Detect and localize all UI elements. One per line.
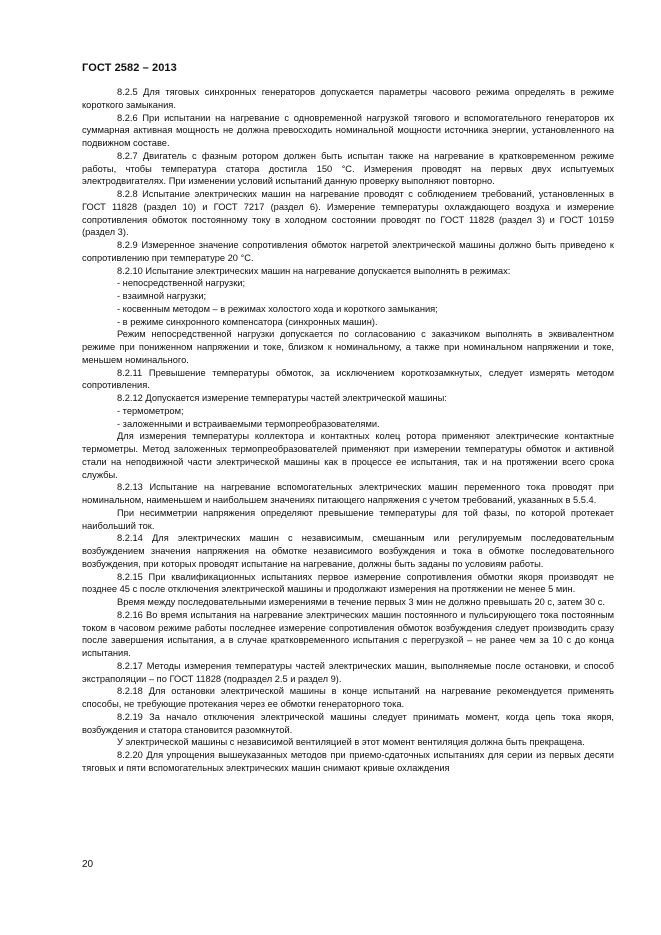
paragraph: 8.2.12 Допускается измерение температуры частей электрической машины: bbox=[117, 393, 447, 403]
list-item: - непосредственной нагрузки; bbox=[117, 278, 246, 289]
paragraph: 8.2.6 При испытании на нагревание с одновременной нагрузкой тягового и вспомогательного генераторов их суммарная активная мощность не должна превосходить номинальной мощности источника энергии, установленного на подвижном составе. bbox=[82, 112, 614, 148]
paragraph: 8.2.7 Двигатель с фазным ротором должен быть испытан также на нагревание в кратковременном режиме работы, чтобы температура статора достигла 150 °С. Измерения проводят на первых двух испытуемых электродвигателях. При изменении условий испытаний данную проверку выполняют повторно. bbox=[82, 150, 614, 187]
paragraph: 8.2.9 Измеренное значение сопротивления обмоток нагретой электрической машины должно быть приведено к сопротивлению при температуре 20 °С. bbox=[82, 240, 614, 263]
paragraph: 8.2.8 Испытание электрических машин на нагревание проводят с соблюдением требований, установленных в ГОСТ 11828 (раздел 10) и ГОСТ 7217 (раздел 6). Измерение температуры охлаждающего воздуха и измерение сопротивления обмоток постоянному току в холодном состоянии проводят по ГОСТ 11828 (раздел 3) и ГОСТ 10159 (раздел 3). bbox=[82, 189, 614, 238]
paragraph: При несимметрии напряжения определяют превышение температуры для той фазы, по которой протекает наибольший ток. bbox=[82, 507, 614, 531]
paragraph: 8.2.11 Превышение температуры обмоток, за исключением короткозамкнутых, следует измерять методом сопротивления. bbox=[82, 367, 614, 391]
list-item: - косвенным методом – в режимах холостого хода и короткого замыкания; bbox=[117, 303, 438, 314]
page-number: 20 bbox=[82, 859, 94, 870]
paragraph: 8.2.5 Для тяговых синхронных генераторов допускается параметры часового режима определять в режиме короткого замыкания. bbox=[82, 87, 614, 110]
paragraph: Режим непосредственной нагрузки допускается по согласованию с заказчиком выполнять в эквивалентном режиме при пониженном напряжении и токе, близком к номинальному, а также при номинальном напряжении и токе, меньшем номинального. bbox=[82, 329, 614, 365]
paragraph: 8.2.10 Испытание электрических машин на нагревание допускается выполнять в режимах: bbox=[117, 265, 511, 276]
paragraph: Время между последовательными измерениями в течение первых 3 мин не должно превышать 20 с, затем 30 с. bbox=[117, 597, 605, 607]
list-item: - заложенными и встраиваемыми термопреобразователями. bbox=[117, 418, 380, 429]
paragraph: 8.2.14 Для электрических машин с независимым, смешанным или регулируемым последовательным возбуждением значения напряжения на обмотке независимого возбуждения и тока в обмотке последовательного возбуждения, при которых проводят испытание на нагревание, должны быть заданы по условиям работы. bbox=[82, 533, 614, 569]
paragraph: 8.2.16 Во время испытания на нагревание электрических машин постоянного и пульсирующего тока постоянным током в часовом режиме работы последнее измерение сопротивления обмоток возбуждения следует производить сразу после завершения испытания, а в случае кратковременного испытания с перегрузкой – не ранее чем за 10 с до конца испытания. bbox=[82, 609, 614, 658]
document-body bbox=[82, 86, 614, 775]
list-item: - в режиме синхронного компенсатора (синхронных машин). bbox=[117, 316, 378, 327]
paragraph: Для измерения температуры коллектора и контактных колец ротора применяют электрические контактные термометры. Метод заложенных термопреобразователей применяют при измерении температуры обмоток и активной стали на неподвижной части электрической машины как в процессе ее испытания, так и на протяжении всего срока службы. bbox=[82, 431, 614, 480]
paragraph: 8.2.20 Для упрощения вышеуказанных методов при приемо-сдаточных испытаниях для серии из первых десяти тяговых и пяти вспомогательных электрических машин снимают кривые охлаждения bbox=[82, 750, 614, 773]
paragraph: 8.2.15 При квалификационных испытаниях первое измерение сопротивления обмотки якоря производят не позднее 45 с после отключения электрической машины и продолжают измерения на протяжении не менее 5 мин. bbox=[82, 571, 614, 595]
paragraph: 8.2.19 За начало отключения электрической машины следует принимать момент, когда цепь тока якоря, возбуждения и статора становится разомкнутой. bbox=[82, 711, 614, 735]
paragraph: 8.2.18 Для остановки электрической машины в конце испытаний на нагревание рекомендуется применять способы, не требующие протекания через ее обмотки генераторного тока. bbox=[82, 686, 614, 709]
paragraph: 8.2.13 Испытание на нагревание вспомогательных электрических машин переменного тока проводят при номинальном, наименьшем и наибольшем значениях питающего напряжения с учетом требований, указанных в 5.5.4. bbox=[82, 482, 614, 505]
paragraph: У электрической машины с независимой вентиляцией в этот момент вентиляция должна быть прекращена. bbox=[117, 737, 585, 748]
page-header: ГОСТ 2582 – 2013 bbox=[82, 62, 177, 74]
list-item: - взаимной нагрузки; bbox=[117, 291, 207, 301]
paragraph: 8.2.17 Методы измерения температуры частей электрических машин, выполняемые после остановки, и способ экстраполяции – по ГОСТ 11828 (подраздел 2.5 и раздел 9). bbox=[82, 660, 614, 684]
list-item: - термометром; bbox=[117, 405, 184, 416]
